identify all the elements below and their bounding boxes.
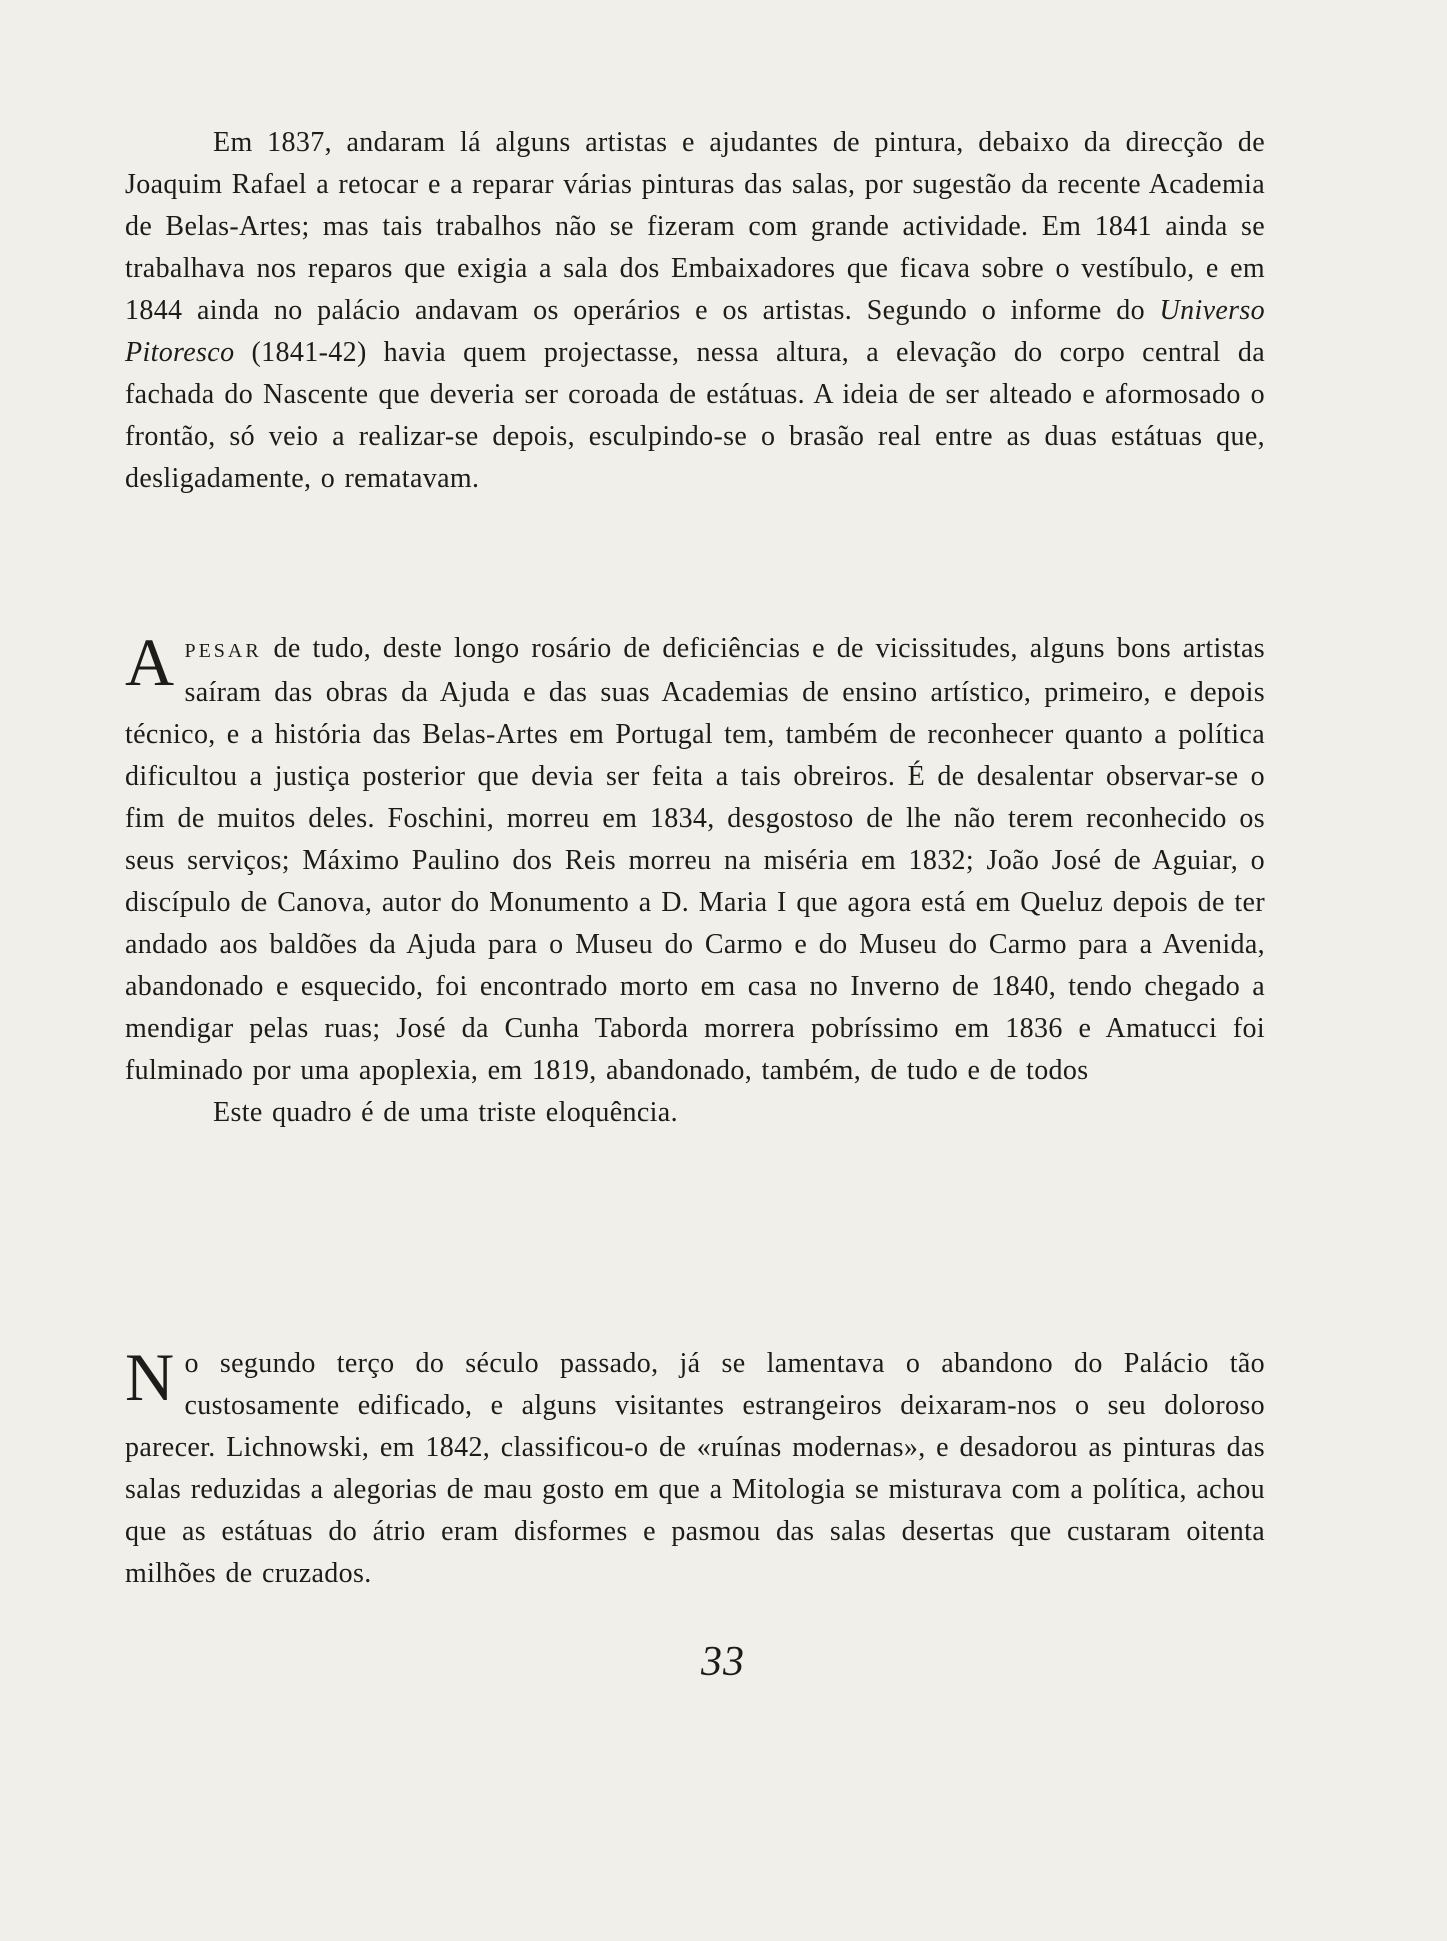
page-number: 33 [701,1639,745,1685]
paragraph-2-closing: Este quadro é de uma triste eloquência. [213,1097,678,1128]
paragraph-2-text [125,624,1265,1092]
paragraph-2 [125,624,1265,1134]
paragraph-1-text-a: Em 1837, andaram lá alguns artistas e ajudantes de pintura, debaixo da direcção de Joaquim Rafael a retocar e a reparar várias pinturas das salas, por sugestão da recente Academia de Belas-Artes; mas tais trabalhos não se fizeram com grande actividade. Em 1841 ainda se trabalhava nos reparos que exigia a sala dos Embaixadores que ficava sobre o vestíbulo, e em 1844 ainda no palácio andavam os operários e os artistas. Segundo o informe do [125,127,1265,326]
paragraph-3-body: o segundo terço do século passado, já se lamentava o abandono do Palácio tão custosamente edificado, e alguns visitantes estrangeiros deixaram-nos o seu doloroso parecer. Lichnowski, em 1842, classificou-o de «ruínas modernas», e desadorou as pinturas das salas reduzidas a alegorias de mau gosto em que a Mitologia se misturava com a política, achou que as estátuas do átrio eram disformes e pasmou das salas desertas que custaram oitenta milhões de cruzados. [125,1348,1265,1589]
drop-cap-n: N [125,1339,175,1415]
paragraph-3 [125,1339,1265,1595]
paragraph-1-text-b: (1841-42) havia quem projectasse, nessa altura, a elevação do corpo central da fachada do Nascente que deveria ser coroada de estátuas. A ideia de ser alteado e aformosado o frontão, só veio a realizar-se depois, esculpindo-se o brasão real entre as duas estátuas que, desligadamente, o rematavam. [125,337,1265,494]
paragraph-1 [125,122,1265,500]
drop-cap-a: A [125,624,175,700]
paragraph-1-italic-title: Universo Pitoresco [125,295,1265,368]
paragraph-1-text [125,122,1265,500]
paragraph-3-text [125,1339,1265,1595]
paragraph-2-smallcaps: PESAR [184,640,262,662]
paragraph-2-body: de tudo, deste longo rosário de deficiências e de vicissitudes, alguns bons artistas saíram das obras da Ajuda e das suas Academias de ensino artístico, primeiro, e depois técnico, e a história das Belas-Artes em Portugal tem, também de reconhecer quanto a política dificultou a justiça posterior que devia ser feita a tais obreiros. É de desalentar observar-se o fim de muitos deles. Foschini, morreu em 1834, desgostoso de lhe não terem reconhecido os seus serviços; Máximo Paulino dos Reis morreu na miséria em 1832; João José de Aguiar, o discípulo de Canova, autor do Monumento a D. Maria I que agora está em Queluz depois de ter andado aos baldões da Ajuda para o Museu do Carmo e do Museu do Carmo para a Avenida, abandonado e esquecido, foi encontrado morto em casa no Inverno de 1840, tendo chegado a mendigar pelas ruas; José da Cunha Taborda morrera pobríssimo em 1836 e Amatucci foi fulminado por uma apoplexia, em 1819, abandonado, também, de tudo e de todos [125,633,1265,1086]
